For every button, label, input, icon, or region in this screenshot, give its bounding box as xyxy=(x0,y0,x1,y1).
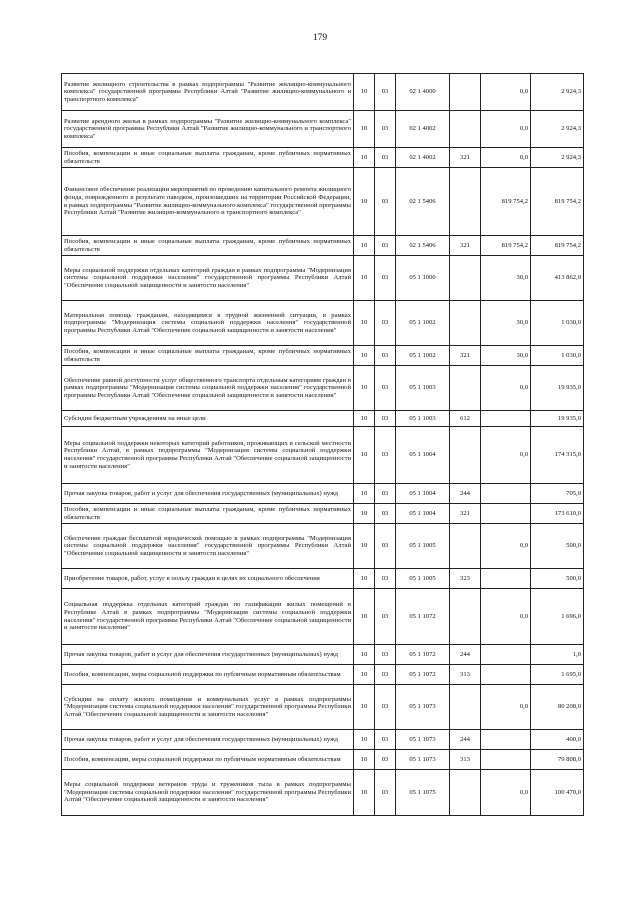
row-description: Прочая закупка товаров, работ и услуг для обеспечения государственных (муниципальных) нужд xyxy=(62,730,354,750)
row-description: Обеспечение равной доступности услуг общественного транспорта отдельным категориям граждан в рамках подпрограммы "Модернизация системы социальной поддержки населения" государственной программы Республики Алтай "Обеспечение социальной защищенности и занятости населения" xyxy=(62,366,354,411)
target-article-code: 05 1 1005 xyxy=(396,569,450,589)
table-row xyxy=(62,770,584,816)
amount-column-2: 400,0 xyxy=(531,730,584,750)
table-row xyxy=(62,111,584,148)
table-row xyxy=(62,256,584,301)
row-description: Прочая закупка товаров, работ и услуг для обеспечения государственных (муниципальных) нужд xyxy=(62,645,354,665)
expense-type-code xyxy=(450,589,481,645)
table-row xyxy=(62,366,584,411)
expense-type-code xyxy=(450,256,481,301)
amount-column-1: 0,0 xyxy=(481,111,531,148)
target-article-code: 05 1 1003 xyxy=(396,366,450,411)
amount-column-1: 0,0 xyxy=(481,770,531,816)
expense-type-code xyxy=(450,301,481,346)
row-description: Субсидии на оплату жилого помещения и коммунальных услуг в рамках подпрограммы "Модернизация системы социальной поддержки населения" государственной программы Республики Алтай "Обеспечение социальной защищенности и занятости населения" xyxy=(62,685,354,730)
amount-column-1: 0,0 xyxy=(481,427,531,484)
target-article-code: 05 1 1004 xyxy=(396,504,450,524)
amount-column-1: 0,0 xyxy=(481,366,531,411)
subsection-code: 03 xyxy=(375,645,396,665)
amount-column-2: 705,0 xyxy=(531,484,584,504)
subsection-code: 03 xyxy=(375,504,396,524)
row-description: Пособия, компенсации, меры социальной поддержки по публичным нормативным обязательствам xyxy=(62,665,354,685)
subsection-code: 03 xyxy=(375,665,396,685)
subsection-code: 03 xyxy=(375,148,396,168)
amount-column-2: 174 315,0 xyxy=(531,427,584,484)
row-description: Финансовое обеспечение реализации мероприятий по проведению капитального ремонта жилищного фонда, поврежденного в результате паводков, произошедших на территории Российской Федерации, в рамках подпрограммы "Развитие жилищно-коммунального комплекса" государственной программы Республики Алтай "Развитие жилищно-коммунального и транспортного комплекса" xyxy=(62,168,354,236)
expense-type-code: 244 xyxy=(450,730,481,750)
expense-type-code: 321 xyxy=(450,504,481,524)
section-code: 10 xyxy=(354,750,375,770)
row-description: Социальная поддержка отдельных категорий граждан по газификации жилых помещений в Республике Алтай в рамках подпрограммы "Модернизация системы социальной поддержки населения" государственной программы Республики Алтай "Обеспечение социальной защищенности и занятости населения" xyxy=(62,589,354,645)
expense-type-code xyxy=(450,427,481,484)
row-description: Пособия, компенсации и иные социальные выплаты гражданам, кроме публичных нормативных обязательств xyxy=(62,346,354,366)
row-description: Меры социальной поддержки ветеранов труда и тружеников тыла в рамках подпрограммы "Модернизация системы социальной поддержки населения" государственной программы Республики Алтай "Обеспечение социальной защищенности и занятости населения" xyxy=(62,770,354,816)
amount-column-2: 1 030,0 xyxy=(531,301,584,346)
amount-column-2: 80 208,0 xyxy=(531,685,584,730)
target-article-code: 05 1 1000 xyxy=(396,256,450,301)
amount-column-2: 1 695,0 xyxy=(531,665,584,685)
subsection-code: 03 xyxy=(375,256,396,301)
table-row xyxy=(62,236,584,256)
amount-column-2: 500,0 xyxy=(531,524,584,569)
target-article-code: 05 1 1075 xyxy=(396,770,450,816)
amount-column-2: 2 924,3 xyxy=(531,148,584,168)
table-row xyxy=(62,730,584,750)
amount-column-1: 30,0 xyxy=(481,346,531,366)
amount-column-1 xyxy=(481,750,531,770)
budget-table-body xyxy=(62,74,584,816)
table-row xyxy=(62,589,584,645)
expense-type-code xyxy=(450,366,481,411)
table-row xyxy=(62,665,584,685)
amount-column-2: 173 610,0 xyxy=(531,504,584,524)
expense-type-code: 321 xyxy=(450,346,481,366)
amount-column-1 xyxy=(481,730,531,750)
amount-column-2: 19 935,0 xyxy=(531,411,584,427)
row-description: Пособия, компенсации и иные социальные выплаты гражданам, кроме публичных нормативных обязательств xyxy=(62,236,354,256)
amount-column-1: 0,0 xyxy=(481,524,531,569)
expense-type-code: 612 xyxy=(450,411,481,427)
subsection-code: 03 xyxy=(375,411,396,427)
row-description: Материальная помощь гражданам, находящимся в трудной жизненной ситуации, в рамках подпрограммы "Модернизация системы социальной поддержки населения" государственной программы Республики Алтай "Обеспечение социальной защищенности и занятости населения" xyxy=(62,301,354,346)
section-code: 10 xyxy=(354,589,375,645)
section-code: 10 xyxy=(354,168,375,236)
target-article-code: 05 1 1004 xyxy=(396,427,450,484)
section-code: 10 xyxy=(354,484,375,504)
amount-column-1 xyxy=(481,645,531,665)
amount-column-1: 30,0 xyxy=(481,256,531,301)
amount-column-1: 0,0 xyxy=(481,74,531,111)
expense-type-code xyxy=(450,168,481,236)
expense-type-code: 313 xyxy=(450,750,481,770)
row-description: Субсидии бюджетным учреждениям на иные цели xyxy=(62,411,354,427)
subsection-code: 03 xyxy=(375,524,396,569)
row-description: Развитие жилищного строительства в рамках подпрограммы "Развитие жилищно-коммунального комплекса" государственной программы Республики Алтай "Развитие жилищно-коммунального и транспортного комплекса" xyxy=(62,74,354,111)
amount-column-2: 819 754,2 xyxy=(531,168,584,236)
amount-column-1 xyxy=(481,665,531,685)
row-description: Пособия, компенсации и иные социальные выплаты гражданам, кроме публичных нормативных обязательств xyxy=(62,148,354,168)
target-article-code: 05 1 1073 xyxy=(396,685,450,730)
table-row xyxy=(62,346,584,366)
section-code: 10 xyxy=(354,504,375,524)
section-code: 10 xyxy=(354,665,375,685)
section-code: 10 xyxy=(354,148,375,168)
row-description: Прочая закупка товаров, работ и услуг для обеспечения государственных (муниципальных) нужд xyxy=(62,484,354,504)
table-row xyxy=(62,685,584,730)
subsection-code: 03 xyxy=(375,74,396,111)
amount-column-1 xyxy=(481,504,531,524)
target-article-code: 05 1 1072 xyxy=(396,645,450,665)
table-row xyxy=(62,645,584,665)
table-row xyxy=(62,427,584,484)
subsection-code: 03 xyxy=(375,750,396,770)
target-article-code: 02 1 4002 xyxy=(396,111,450,148)
row-description: Пособия, компенсации и иные социальные выплаты гражданам, кроме публичных нормативных обязательств xyxy=(62,504,354,524)
expense-type-code xyxy=(450,685,481,730)
amount-column-1: 819 754,2 xyxy=(481,168,531,236)
amount-column-2: 500,0 xyxy=(531,569,584,589)
row-description: Меры социальной поддержки отдельных категорий граждан в рамках подпрограммы "Модернизация системы социальной поддержки населения" государственной программы Республики Алтай "Обеспечение социальной защищенности и занятости населения" xyxy=(62,256,354,301)
row-description: Приобретение товаров, работ, услуг в пользу граждан в целях их социального обеспечения xyxy=(62,569,354,589)
table-row xyxy=(62,569,584,589)
subsection-code: 03 xyxy=(375,427,396,484)
amount-column-1: 0,0 xyxy=(481,148,531,168)
table-row xyxy=(62,524,584,569)
table-row xyxy=(62,411,584,427)
amount-column-2: 79 808,0 xyxy=(531,750,584,770)
amount-column-2: 1,0 xyxy=(531,645,584,665)
expense-type-code xyxy=(450,74,481,111)
subsection-code: 03 xyxy=(375,111,396,148)
table-row xyxy=(62,504,584,524)
amount-column-1: 819 754,2 xyxy=(481,236,531,256)
subsection-code: 03 xyxy=(375,685,396,730)
target-article-code: 05 1 1002 xyxy=(396,301,450,346)
subsection-code: 03 xyxy=(375,770,396,816)
amount-column-1 xyxy=(481,484,531,504)
section-code: 10 xyxy=(354,524,375,569)
target-article-code: 05 1 1073 xyxy=(396,750,450,770)
target-article-code: 05 1 1073 xyxy=(396,730,450,750)
amount-column-2: 2 924,3 xyxy=(531,111,584,148)
target-article-code: 05 1 1005 xyxy=(396,524,450,569)
expense-type-code: 321 xyxy=(450,236,481,256)
expense-type-code xyxy=(450,770,481,816)
section-code: 10 xyxy=(354,770,375,816)
target-article-code: 05 1 1072 xyxy=(396,589,450,645)
table-row xyxy=(62,74,584,111)
page-number: 179 xyxy=(312,33,328,43)
row-description: Меры социальной поддержки некоторых категорий работников, проживающих в сельской местности Республики Алтай, в рамках подпрограммы "Модернизация системы социальной поддержки населения" государственной программы Республики Алтай "Обеспечение социальной защищенности и занятости населения" xyxy=(62,427,354,484)
table-row xyxy=(62,750,584,770)
target-article-code: 02 1 4000 xyxy=(396,74,450,111)
amount-column-1: 0,0 xyxy=(481,589,531,645)
section-code: 10 xyxy=(354,236,375,256)
subsection-code: 03 xyxy=(375,346,396,366)
amount-column-1: 30,0 xyxy=(481,301,531,346)
expense-type-code: 313 xyxy=(450,665,481,685)
subsection-code: 03 xyxy=(375,589,396,645)
amount-column-2: 1 030,0 xyxy=(531,346,584,366)
table-row xyxy=(62,148,584,168)
row-description: Пособия, компенсации, меры социальной поддержки по публичным нормативным обязательствам xyxy=(62,750,354,770)
expense-type-code xyxy=(450,111,481,148)
target-article-code: 02 1 5406 xyxy=(396,168,450,236)
target-article-code: 02 1 5406 xyxy=(396,236,450,256)
subsection-code: 03 xyxy=(375,569,396,589)
amount-column-2: 413 862,0 xyxy=(531,256,584,301)
amount-column-1 xyxy=(481,411,531,427)
section-code: 10 xyxy=(354,366,375,411)
row-description: Развитие арендного жилья в рамках подпрограммы "Развитие жилищно-коммунального комплекса" государственной программы Республики Алтай "Развитие жилищно-коммунального и транспортного комплекса" xyxy=(62,111,354,148)
subsection-code: 03 xyxy=(375,484,396,504)
row-description: Обеспечение граждан бесплатной юридической помощью в рамках подпрограммы "Модернизация системы социальной поддержки населения" государственной программы Республики Алтай "Обеспечение социальной защищенности и занятости населения" xyxy=(62,524,354,569)
subsection-code: 03 xyxy=(375,730,396,750)
section-code: 10 xyxy=(354,411,375,427)
section-code: 10 xyxy=(354,685,375,730)
target-article-code: 05 1 1002 xyxy=(396,346,450,366)
table-row xyxy=(62,484,584,504)
section-code: 10 xyxy=(354,111,375,148)
table-row xyxy=(62,168,584,236)
amount-column-2: 1 696,0 xyxy=(531,589,584,645)
subsection-code: 03 xyxy=(375,366,396,411)
section-code: 10 xyxy=(354,301,375,346)
section-code: 10 xyxy=(354,730,375,750)
amount-column-2: 2 924,3 xyxy=(531,74,584,111)
target-article-code: 05 1 1003 xyxy=(396,411,450,427)
expense-type-code xyxy=(450,524,481,569)
section-code: 10 xyxy=(354,427,375,484)
amount-column-1 xyxy=(481,569,531,589)
amount-column-1: 0,0 xyxy=(481,685,531,730)
table-row xyxy=(62,301,584,346)
section-code: 10 xyxy=(354,569,375,589)
budget-table xyxy=(61,73,584,816)
expense-type-code: 321 xyxy=(450,148,481,168)
amount-column-2: 19 935,0 xyxy=(531,366,584,411)
section-code: 10 xyxy=(354,256,375,301)
subsection-code: 03 xyxy=(375,168,396,236)
amount-column-2: 819 754,2 xyxy=(531,236,584,256)
subsection-code: 03 xyxy=(375,301,396,346)
section-code: 10 xyxy=(354,645,375,665)
section-code: 10 xyxy=(354,346,375,366)
target-article-code: 02 1 4002 xyxy=(396,148,450,168)
subsection-code: 03 xyxy=(375,236,396,256)
expense-type-code: 323 xyxy=(450,569,481,589)
target-article-code: 05 1 1072 xyxy=(396,665,450,685)
section-code: 10 xyxy=(354,74,375,111)
amount-column-2: 100 470,0 xyxy=(531,770,584,816)
expense-type-code: 244 xyxy=(450,645,481,665)
target-article-code: 05 1 1004 xyxy=(396,484,450,504)
expense-type-code: 244 xyxy=(450,484,481,504)
